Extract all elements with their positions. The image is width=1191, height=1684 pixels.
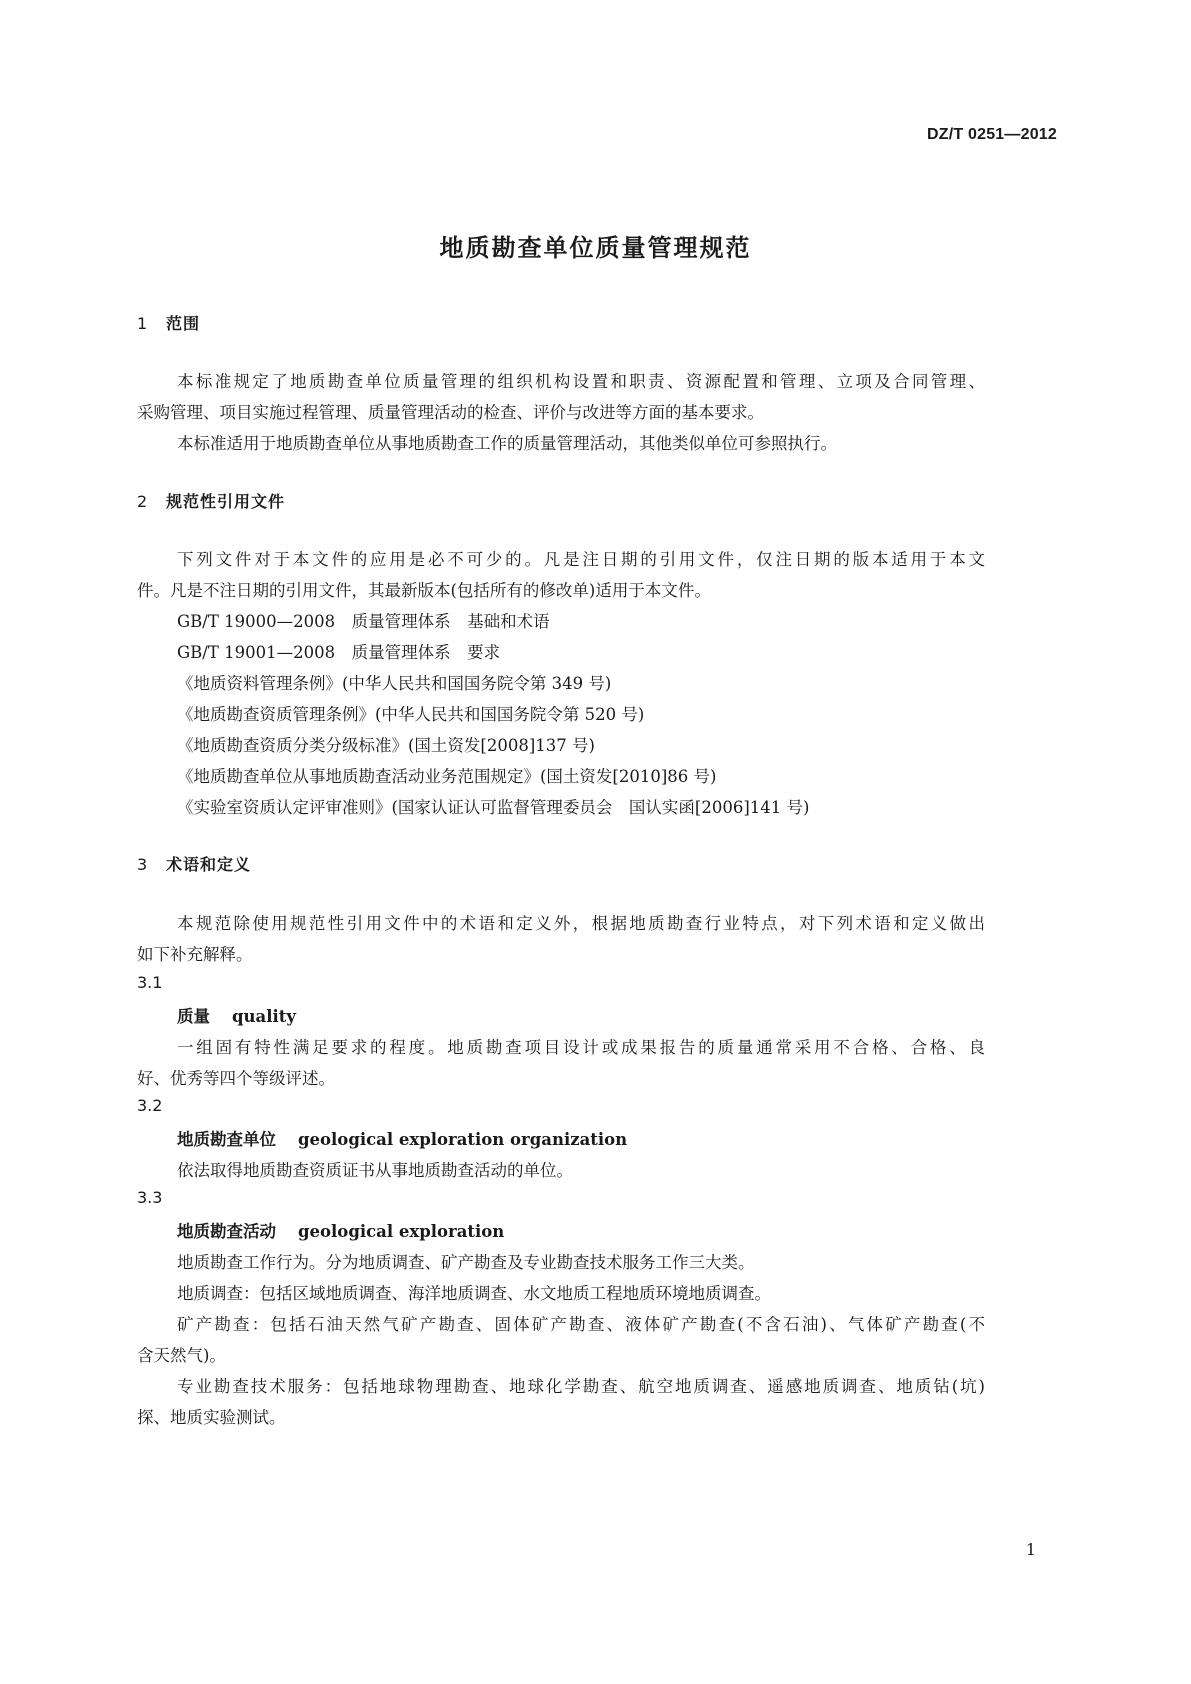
section-2-heading	[137, 489, 285, 512]
section-3-para-1-line-1: 本规范除使用规范性引用文件中的术语和定义外，根据地质勘查行业特点，对下列术语和定义做出	[177, 914, 985, 933]
section-1-para-1-line-1: 本标准规定了地质勘查单位质量管理的组织机构设置和职责、资源配置和管理、立项及合同管理、	[177, 372, 985, 391]
term-3-1-chinese: 质量	[177, 1007, 210, 1026]
page-number: 1	[1025, 1540, 1036, 1559]
document-title: 地质勘查单位质量管理规范	[439, 234, 752, 262]
section-1-title: 范围	[166, 314, 201, 333]
section-3-title: 术语和定义	[166, 855, 252, 874]
term-3-3-definition-line-6: 探、地质实验测试。	[137, 1408, 286, 1427]
reference-item: 《地质勘查资质管理条例》(中华人民共和国国务院令第 520 号)	[177, 705, 645, 724]
term-3-1-number: 3.1	[137, 973, 163, 992]
reference-item: GB/T 19001—2008 质量管理体系 要求	[177, 643, 501, 662]
reference-item: GB/T 19000—2008 质量管理体系 基础和术语	[177, 612, 550, 631]
section-3-heading	[137, 852, 251, 875]
term-3-1-english: quality	[232, 1007, 296, 1026]
section-2-para-1-line-2: 件。凡是不注日期的引用文件，其最新版本(包括所有的修改单)适用于本文件。	[137, 581, 711, 600]
section-1-para-1-line-2: 采购管理、项目实施过程管理、质量管理活动的检查、评价与改进等方面的基本要求。	[137, 403, 764, 422]
term-3-3-number: 3.3	[137, 1188, 163, 1207]
section-1-number: 1	[137, 314, 149, 333]
section-1-heading	[137, 311, 200, 334]
term-3-1-definition-line-1: 一组固有特性满足要求的程度。地质勘查项目设计或成果报告的质量通常采用不合格、合格、良	[177, 1038, 985, 1057]
section-2-number: 2	[137, 492, 149, 511]
term-3-3-definition-line-4: 含天然气)。	[137, 1346, 226, 1365]
term-3-2-english: geological exploration organization	[298, 1130, 628, 1149]
section-1-para-2: 本标准适用于地质勘查单位从事地质勘查工作的质量管理活动，其他类似单位可参照执行。	[177, 434, 837, 453]
reference-item: 《实验室资质认定评审准则》(国家认证认可监督管理委员会 国认实函[2006]141 号)	[177, 798, 810, 817]
term-3-3-definition-line-3: 矿产勘查：包括石油天然气矿产勘查、固体矿产勘查、液体矿产勘查(不含石油)、气体矿产勘查(不	[177, 1315, 985, 1334]
section-2-para-1-line-1: 下列文件对于本文件的应用是必不可少的。凡是注日期的引用文件，仅注日期的版本适用于本文	[177, 550, 985, 569]
reference-item: 《地质资料管理条例》(中华人民共和国国务院令第 349 号)	[177, 674, 612, 693]
reference-item: 《地质勘查资质分类分级标准》(国土资发[2008]137 号)	[177, 736, 595, 755]
section-3-para-1-line-2: 如下补充解释。	[137, 945, 253, 964]
term-3-2-number: 3.2	[137, 1096, 163, 1115]
standard-code: DZ/T 0251—2012	[927, 126, 1057, 143]
term-3-3-definition-line-5: 专业勘查技术服务：包括地球物理勘查、地球化学勘查、航空地质调查、遥感地质调查、地质钻(坑)	[177, 1377, 985, 1396]
term-3-2-chinese: 地质勘查单位	[177, 1130, 276, 1149]
reference-item: 《地质勘查单位从事地质勘查活动业务范围规定》(国土资发[2010]86 号)	[177, 767, 717, 786]
term-3-2-definition: 依法取得地质勘查资质证书从事地质勘查活动的单位。	[177, 1161, 573, 1180]
section-2-title: 规范性引用文件	[166, 492, 286, 511]
term-3-2	[177, 1126, 627, 1150]
section-3-number: 3	[137, 855, 149, 874]
term-3-1	[177, 1003, 296, 1027]
term-3-3	[177, 1218, 504, 1242]
term-3-3-definition-line-1: 地质勘查工作行为。分为地质调查、矿产勘查及专业勘查技术服务工作三大类。	[177, 1253, 755, 1272]
term-3-3-definition-line-2: 地质调查：包括区域地质调查、海洋地质调查、水文地质工程地质环境地质调查。	[177, 1284, 771, 1303]
term-3-3-english: geological exploration	[298, 1222, 505, 1241]
term-3-1-definition-line-2: 好、优秀等四个等级评述。	[137, 1069, 335, 1088]
term-3-3-chinese: 地质勘查活动	[177, 1222, 276, 1241]
